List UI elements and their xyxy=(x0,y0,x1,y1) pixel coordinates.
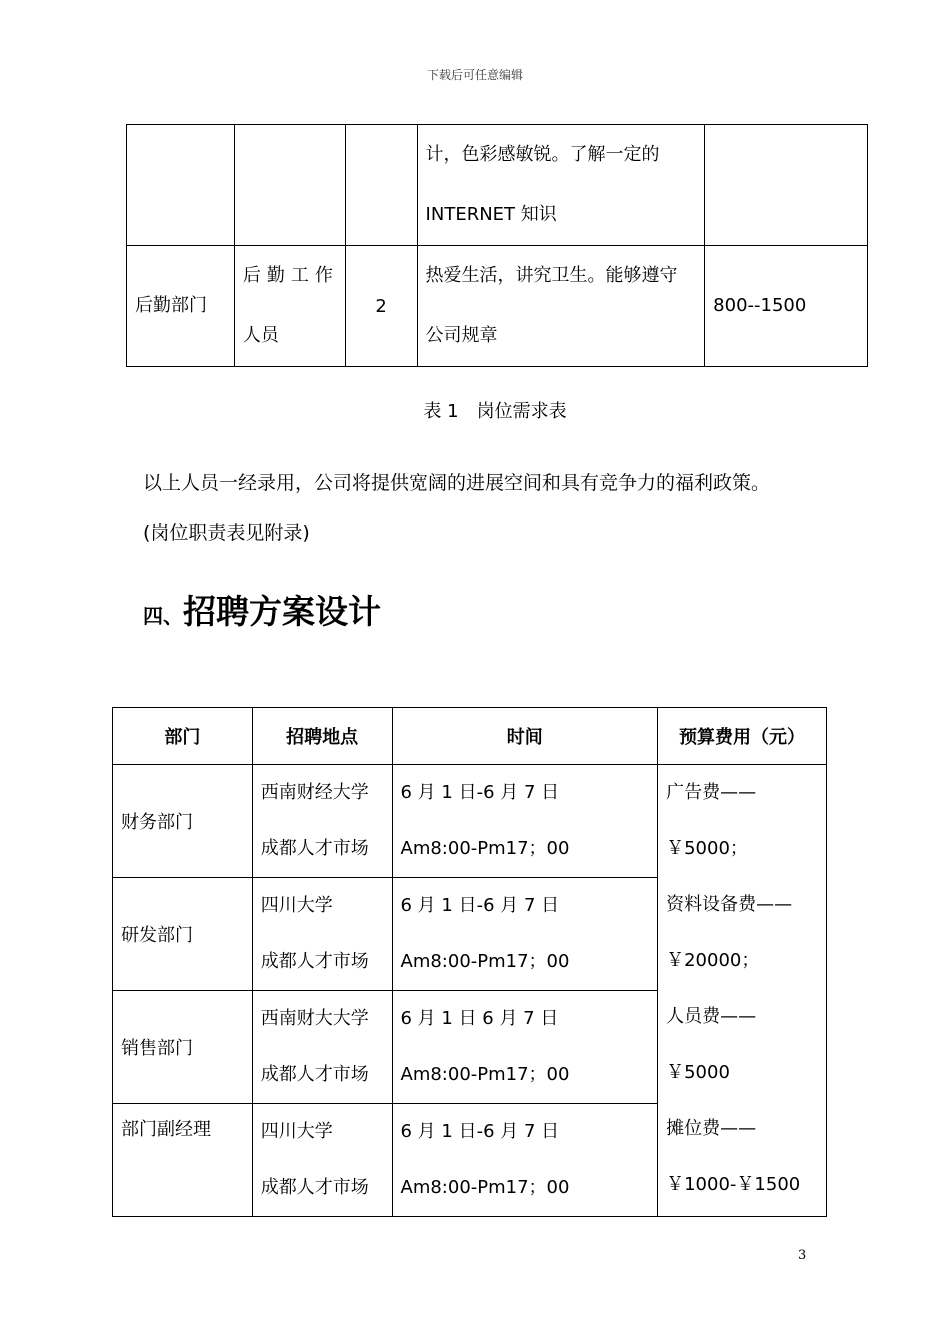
location-cell xyxy=(252,991,392,1104)
column-header: 预算费用（元） xyxy=(658,708,827,765)
position-line: 人员 xyxy=(242,325,279,346)
table-row xyxy=(127,125,868,246)
recruitment-plan-table xyxy=(112,707,827,1217)
department-cell: 财务部门 xyxy=(113,765,253,878)
budget-cell xyxy=(658,765,827,1217)
section-title: 招聘方案设计 xyxy=(183,592,381,631)
time-cell xyxy=(392,878,658,991)
position-cell xyxy=(234,246,345,367)
salary-cell: 800--1500 xyxy=(705,246,868,367)
location-line: 成都人才市场 xyxy=(260,1064,369,1085)
table-header-row xyxy=(113,708,827,765)
location-cell xyxy=(252,1104,392,1217)
time-cell xyxy=(392,765,658,878)
location-line: 西南财经大学 xyxy=(260,782,369,803)
table-cell xyxy=(345,125,417,246)
table-cell xyxy=(127,125,235,246)
department-cell: 部门副经理 xyxy=(113,1104,253,1217)
header-note: 下载后可任意编辑 xyxy=(426,68,523,82)
location-cell xyxy=(252,878,392,991)
budget-line: 摊位费—— xyxy=(666,1118,757,1139)
location-line: 成都人才市场 xyxy=(260,1177,369,1198)
table-row xyxy=(127,246,868,367)
table-row xyxy=(113,765,827,878)
position-requirements-table xyxy=(126,124,868,367)
section-number: 四、 xyxy=(143,604,183,628)
column-header: 部门 xyxy=(113,708,253,765)
time-line: 6 月 1 日-6 月 7 日 xyxy=(400,895,560,916)
column-header: 时间 xyxy=(392,708,658,765)
paragraph: 以上人员一经录用，公司将提供宽阔的进展空间和具有竞争力的福利政策。 xyxy=(143,472,771,494)
table-caption: 表 1 岗位需求表 xyxy=(423,401,567,422)
budget-line: ￥5000； xyxy=(666,838,748,859)
column-header: 招聘地点 xyxy=(252,708,392,765)
budget-line: 人员费—— xyxy=(666,1006,757,1027)
location-line: 四川大学 xyxy=(260,1121,333,1142)
department-cell: 研发部门 xyxy=(113,878,253,991)
time-line: Am8:00-Pm17；00 xyxy=(400,838,570,859)
requirement-cell xyxy=(417,125,705,246)
requirement-line: 计，色彩感敏锐。了解一定的 xyxy=(425,144,660,165)
time-line: Am8:00-Pm17；00 xyxy=(400,951,570,972)
table-cell xyxy=(705,125,868,246)
budget-line: 广告费—— xyxy=(666,782,757,803)
requirement-line: 公司规章 xyxy=(425,325,498,346)
budget-line: ￥1000-￥1500 xyxy=(666,1174,801,1195)
location-line: 成都人才市场 xyxy=(260,838,369,859)
department-cell: 销售部门 xyxy=(113,991,253,1104)
time-line: 6 月 1 日-6 月 7 日 xyxy=(400,782,560,803)
position-line: 后勤工作 xyxy=(242,265,339,286)
location-cell xyxy=(252,765,392,878)
time-line: Am8:00-Pm17；00 xyxy=(400,1064,570,1085)
location-line: 四川大学 xyxy=(260,895,333,916)
department-cell: 后勤部门 xyxy=(127,246,235,367)
requirement-line: 热爱生活，讲究卫生。能够遵守 xyxy=(425,265,678,286)
time-cell xyxy=(392,1104,658,1217)
time-cell xyxy=(392,991,658,1104)
table-cell xyxy=(234,125,345,246)
count-cell: 2 xyxy=(345,246,417,367)
time-line: 6 月 1 日 6 月 7 日 xyxy=(400,1008,559,1029)
budget-line: ￥20000； xyxy=(666,950,760,971)
time-line: Am8:00-Pm17；00 xyxy=(400,1177,570,1198)
page-number: 3 xyxy=(798,1248,807,1263)
budget-line: 资料设备费—— xyxy=(666,894,793,915)
paragraph: (岗位职责表见附录) xyxy=(143,522,310,544)
requirement-line: INTERNET 知识 xyxy=(425,204,557,225)
location-line: 西南财大大学 xyxy=(260,1008,369,1029)
location-line: 成都人才市场 xyxy=(260,951,369,972)
time-line: 6 月 1 日-6 月 7 日 xyxy=(400,1121,560,1142)
requirement-cell xyxy=(417,246,705,367)
budget-line: ￥5000 xyxy=(666,1062,730,1083)
section-heading xyxy=(143,586,381,633)
